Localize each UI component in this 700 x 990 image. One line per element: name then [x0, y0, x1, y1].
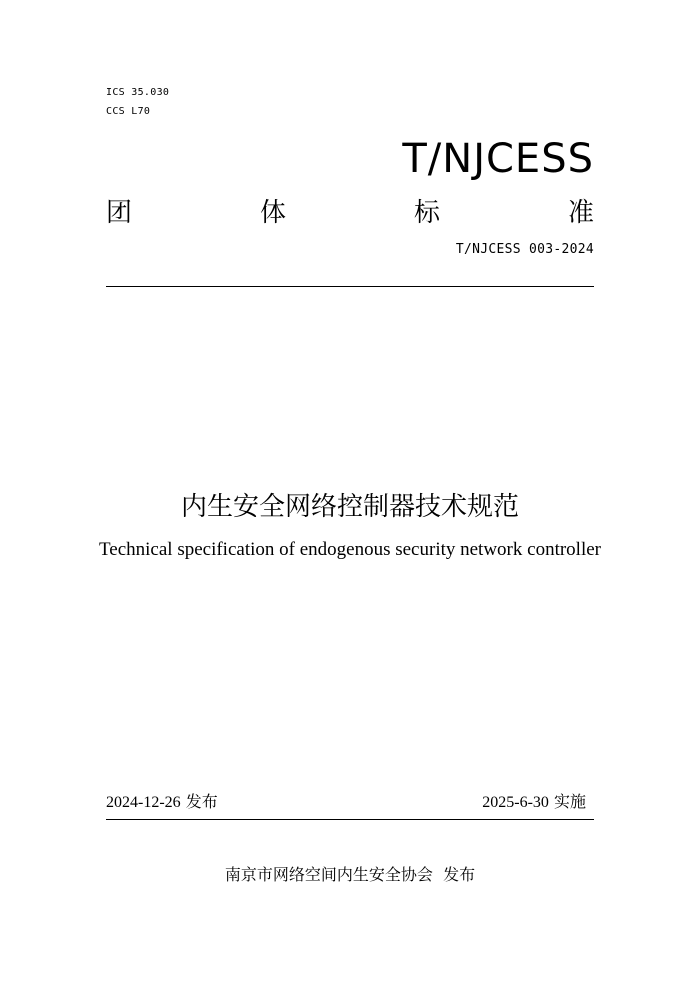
publisher [0, 864, 700, 886]
standard-kind [106, 196, 594, 232]
title-english: Technical specification of endogenous security network controller [99, 539, 601, 560]
standard-kind-char: 团 [106, 198, 133, 228]
standard-number: T/NJCESS 003-2024 [455, 242, 594, 257]
ics-code: ICS 35.030 [106, 87, 170, 98]
implementation-date [482, 791, 586, 814]
standard-kind-char: 准 [567, 198, 594, 228]
title-chinese: 内生安全网络控制器技术规范 [180, 492, 519, 522]
publisher-label: 发布 [443, 865, 476, 884]
standard-kind-char: 标 [413, 198, 440, 228]
bottom-divider [106, 819, 594, 820]
implementation-date-label: 实施 [553, 792, 586, 811]
issue-date-label: 发布 [185, 792, 218, 811]
issue-date-value: 2024-12-26 [106, 794, 181, 811]
standard-code-large: T/NJCESS [402, 136, 594, 182]
publisher-name: 南京市网络空间内生安全协会 [224, 865, 433, 884]
ccs-code: CCS L70 [106, 106, 151, 117]
top-divider [106, 286, 594, 287]
implementation-date-value: 2025-6-30 [482, 794, 549, 811]
issue-date [106, 791, 218, 814]
standard-kind-char: 体 [259, 198, 286, 228]
